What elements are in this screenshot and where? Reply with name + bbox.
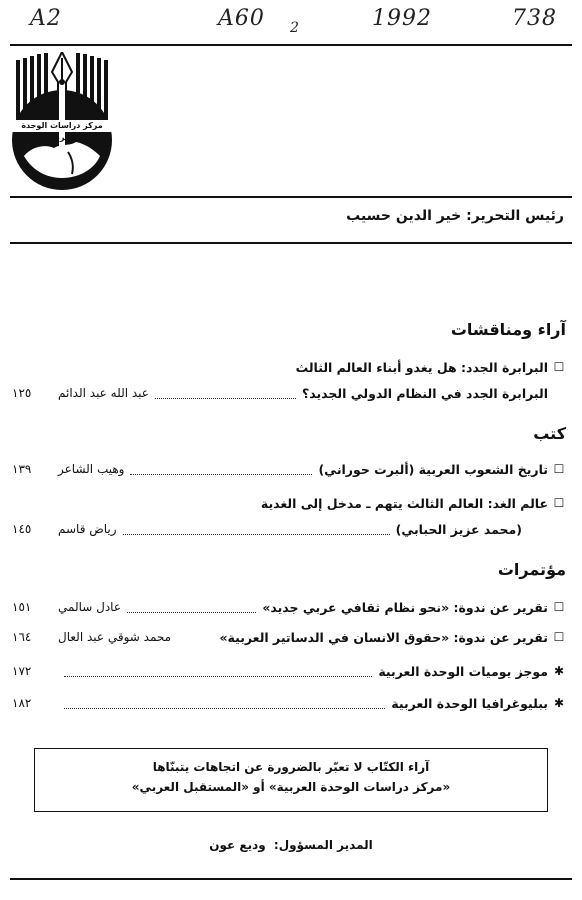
editor-label: رئيس التحرير: [466, 208, 564, 224]
bottom-rule [10, 878, 572, 880]
toc-page: ١٤٥ [12, 522, 32, 536]
section-title-opinions: آراء ومناقشات [450, 320, 566, 339]
checkbox-icon: ☐ [553, 462, 565, 476]
toc-row [12, 458, 566, 480]
toc-author: عادل سالمي [58, 600, 121, 614]
toc-title: تقرير عن ندوة: «نحو نظام ثقافي عربي جديد» [262, 599, 548, 615]
asterisk-icon: ✱ [553, 696, 565, 710]
toc-row [12, 626, 566, 648]
manager-label: المدير المسؤول: [273, 838, 373, 852]
leader-dots [127, 602, 256, 613]
toc-title: عالم الغد: العالم الثالث يتهم ـ مدخل إلى الغدية [260, 495, 548, 511]
toc-page: ١٨٢ [12, 696, 32, 710]
leader-dots [130, 464, 312, 475]
section-title-books: كتب [533, 424, 566, 443]
leader-dots [64, 666, 372, 677]
leader-space [177, 632, 213, 642]
handwritten-note-3: 2 [290, 20, 300, 36]
toc-row [12, 692, 566, 714]
editor-name: خير الدين حسيب [346, 208, 462, 224]
top-rule [10, 44, 572, 46]
checkbox-icon: ☐ [553, 496, 565, 510]
toc-row [12, 596, 566, 618]
asterisk-icon: ✱ [553, 664, 565, 678]
logo-text: مركز دراسات الوحدة العربية [21, 121, 103, 142]
handwritten-note-2: A60 [218, 6, 265, 31]
header-rule-upper [10, 196, 572, 198]
toc-author: محمد شوقي عبد العال [58, 630, 172, 644]
disclaimer-line-1: آراء الكتّاب لا تعبّر بالضرورة عن اتجاهات يتبنّاها [152, 760, 430, 774]
checkbox-icon: ☐ [553, 600, 565, 614]
toc-author: وهيب الشاعر [58, 462, 125, 476]
checkbox-icon: ☐ [553, 630, 565, 644]
section-title-conferences: مؤتمرات [497, 560, 566, 579]
editor-in-chief [346, 208, 564, 224]
toc-title: تاريخ الشعوب العربية (ألبرت حوراني) [318, 461, 548, 477]
handwritten-note-1: A2 [30, 6, 62, 31]
disclaimer-box [34, 748, 548, 812]
toc-row [12, 356, 566, 378]
toc-row [12, 382, 566, 404]
toc-page: ١٥١ [12, 600, 32, 614]
checkbox-icon: ☐ [553, 360, 565, 374]
leader-dots [155, 388, 296, 399]
toc-author: عبد الله عبد الدائم [58, 386, 149, 400]
toc-page: ١٦٤ [12, 630, 32, 644]
leader-dots [64, 698, 385, 709]
manager-name: وديع عون [209, 838, 266, 852]
toc-page: ١٣٩ [12, 462, 32, 476]
toc-title: موجز يوميات الوحدة العربية [378, 663, 548, 679]
leader-dots [123, 524, 390, 535]
disclaimer-line-2: «مركز دراسات الوحدة العربية» أو «المستقبل العربي» [131, 780, 451, 794]
toc-title: البرابرة الجدد: هل يغدو أبناء العالم الثالث [295, 359, 548, 375]
toc-row [12, 492, 566, 514]
toc-title: البرابرة الجدد في النظام الدولي الجديد؟ [302, 385, 548, 401]
toc-title: ببليوغرافيا الوحدة العربية [391, 695, 548, 711]
toc-author: رياض قاسم [58, 522, 117, 536]
toc-row [12, 660, 566, 682]
toc-title: (محمد عزيز الحبابي) [395, 521, 522, 537]
handwritten-note-4: 1992 [372, 6, 432, 31]
toc-page: ١٧٢ [12, 664, 32, 678]
managing-director [0, 838, 582, 852]
header-rule-lower [10, 242, 572, 244]
toc-title: تقرير عن ندوة: «حقوق الانسان في الدساتير العربية» [219, 629, 548, 645]
toc-page: ١٢٥ [12, 386, 32, 400]
handwritten-note-5: 738 [512, 6, 557, 31]
toc-row [12, 518, 566, 540]
center-logo [2, 52, 122, 192]
